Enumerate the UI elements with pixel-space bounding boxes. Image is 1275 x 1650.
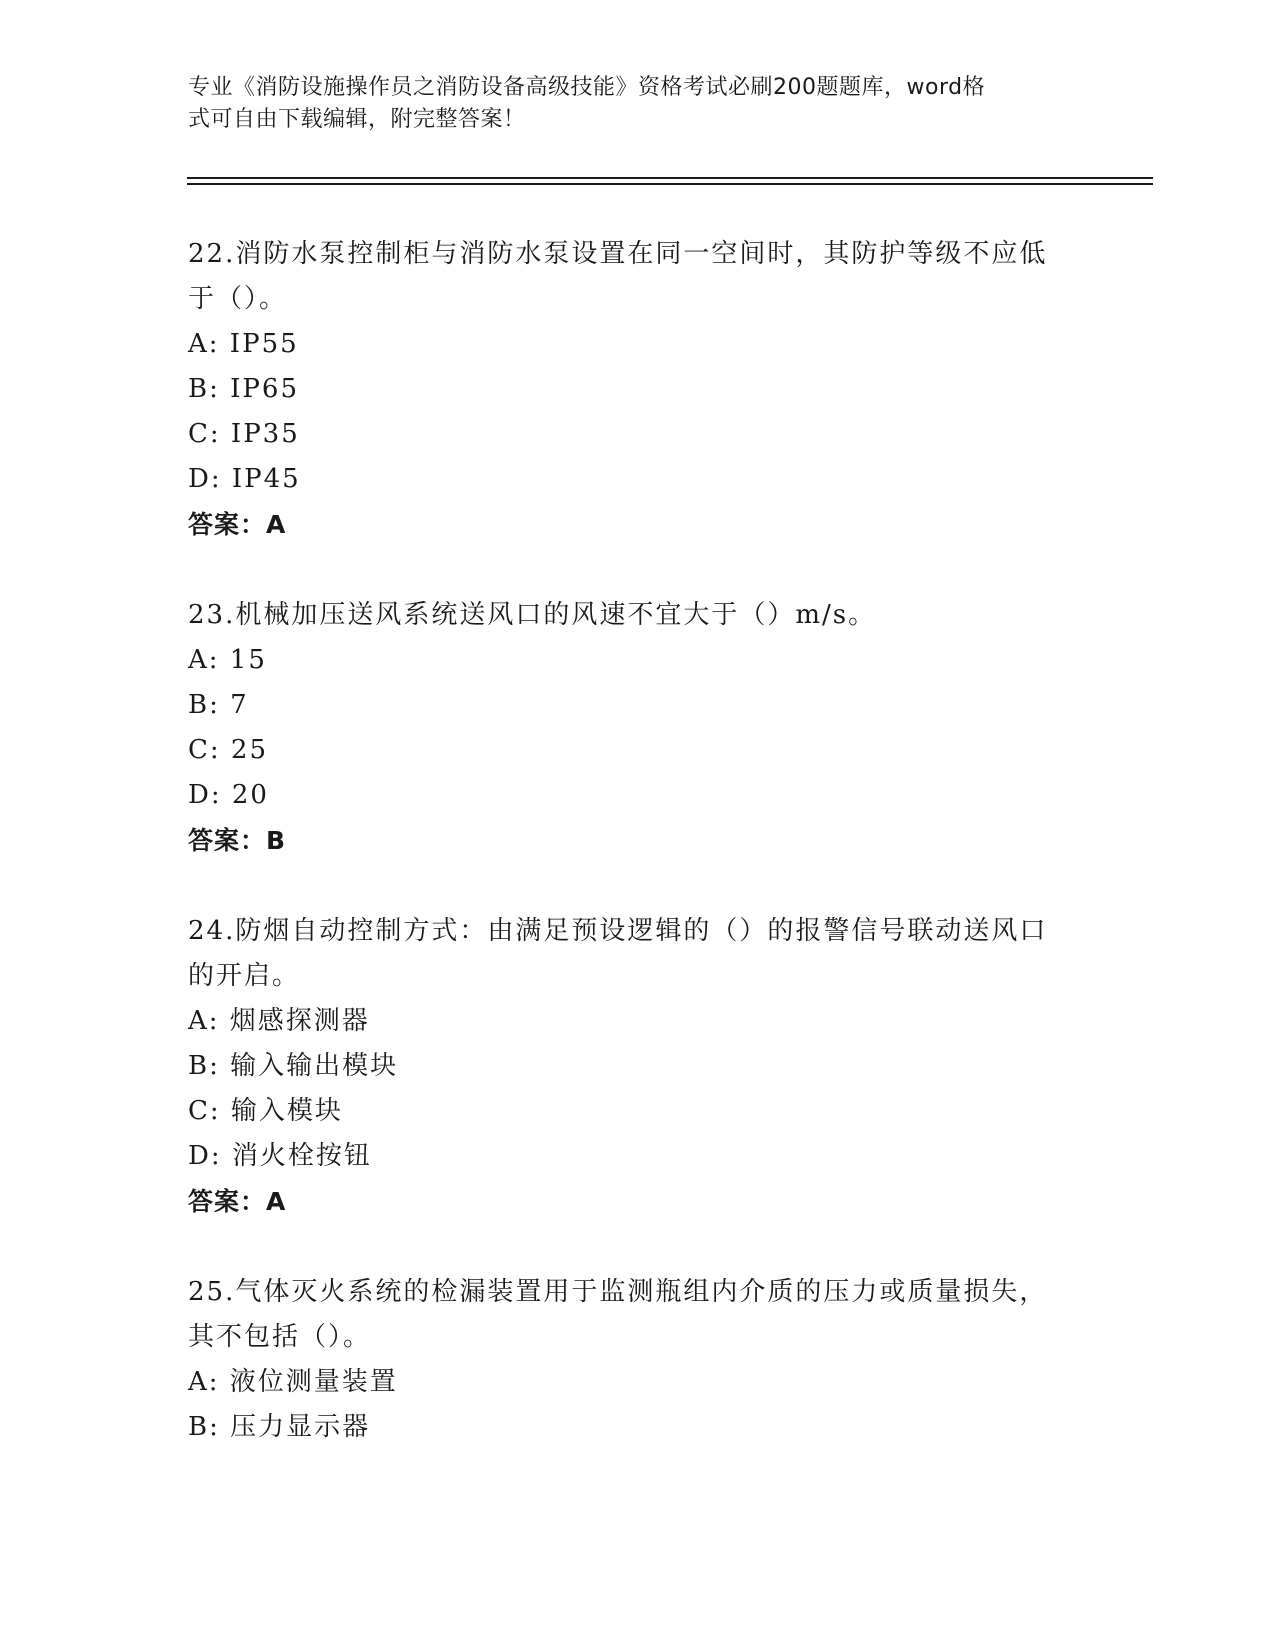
option-b: B: 输入输出模块 xyxy=(188,1051,399,1081)
question-text-line: 于（）。 xyxy=(188,284,288,314)
question-list xyxy=(188,232,1088,1496)
header-rule-top xyxy=(187,177,1153,179)
option-a: A: 15 xyxy=(188,645,267,675)
option-d: D: IP45 xyxy=(188,464,301,494)
option-a: A: 烟感探测器 xyxy=(188,1006,370,1036)
question-text-line: 其不包括（）。 xyxy=(188,1322,372,1352)
option-c: C: 输入模块 xyxy=(188,1096,343,1126)
option-b: B: IP65 xyxy=(188,374,299,404)
question-22 xyxy=(188,232,1088,547)
answer-line: 答案：A xyxy=(188,1187,287,1216)
question-text-line: 的开启。 xyxy=(188,961,301,991)
option-b: B: 压力显示器 xyxy=(188,1412,371,1442)
question-text-line: 22.消防水泵控制柜与消防水泵设置在同一空间时，其防护等级不应低 xyxy=(188,239,1048,269)
answer-line: 答案：B xyxy=(188,826,287,855)
header-rule-bottom xyxy=(187,183,1153,185)
question-text-line: 24.防烟自动控制方式：由满足预设逻辑的（）的报警信号联动送风口 xyxy=(188,916,1048,946)
option-a: A: IP55 xyxy=(188,329,299,359)
option-d: D: 消火栓按钮 xyxy=(188,1141,372,1171)
document-header xyxy=(188,72,1068,136)
question-23 xyxy=(188,593,1088,863)
question-text-line: 23.机械加压送风系统送风口的风速不宜大于（）m/s。 xyxy=(188,600,877,630)
question-25 xyxy=(188,1270,1088,1450)
question-24 xyxy=(188,909,1088,1224)
option-c: C: IP35 xyxy=(188,419,300,449)
option-d: D: 20 xyxy=(188,780,269,810)
question-text-line: 25.气体灭火系统的检漏装置用于监测瓶组内介质的压力或质量损失， xyxy=(188,1277,1048,1307)
option-a: A: 液位测量装置 xyxy=(188,1367,398,1397)
option-c: C: 25 xyxy=(188,735,269,765)
option-b: B: 7 xyxy=(188,690,249,720)
header-line-1: 专业《消防设施操作员之消防设备高级技能》资格考试必刷200题题库，word格 xyxy=(188,75,986,100)
header-line-2: 式可自由下载编辑，附完整答案！ xyxy=(188,107,526,132)
answer-line: 答案：A xyxy=(188,510,287,539)
